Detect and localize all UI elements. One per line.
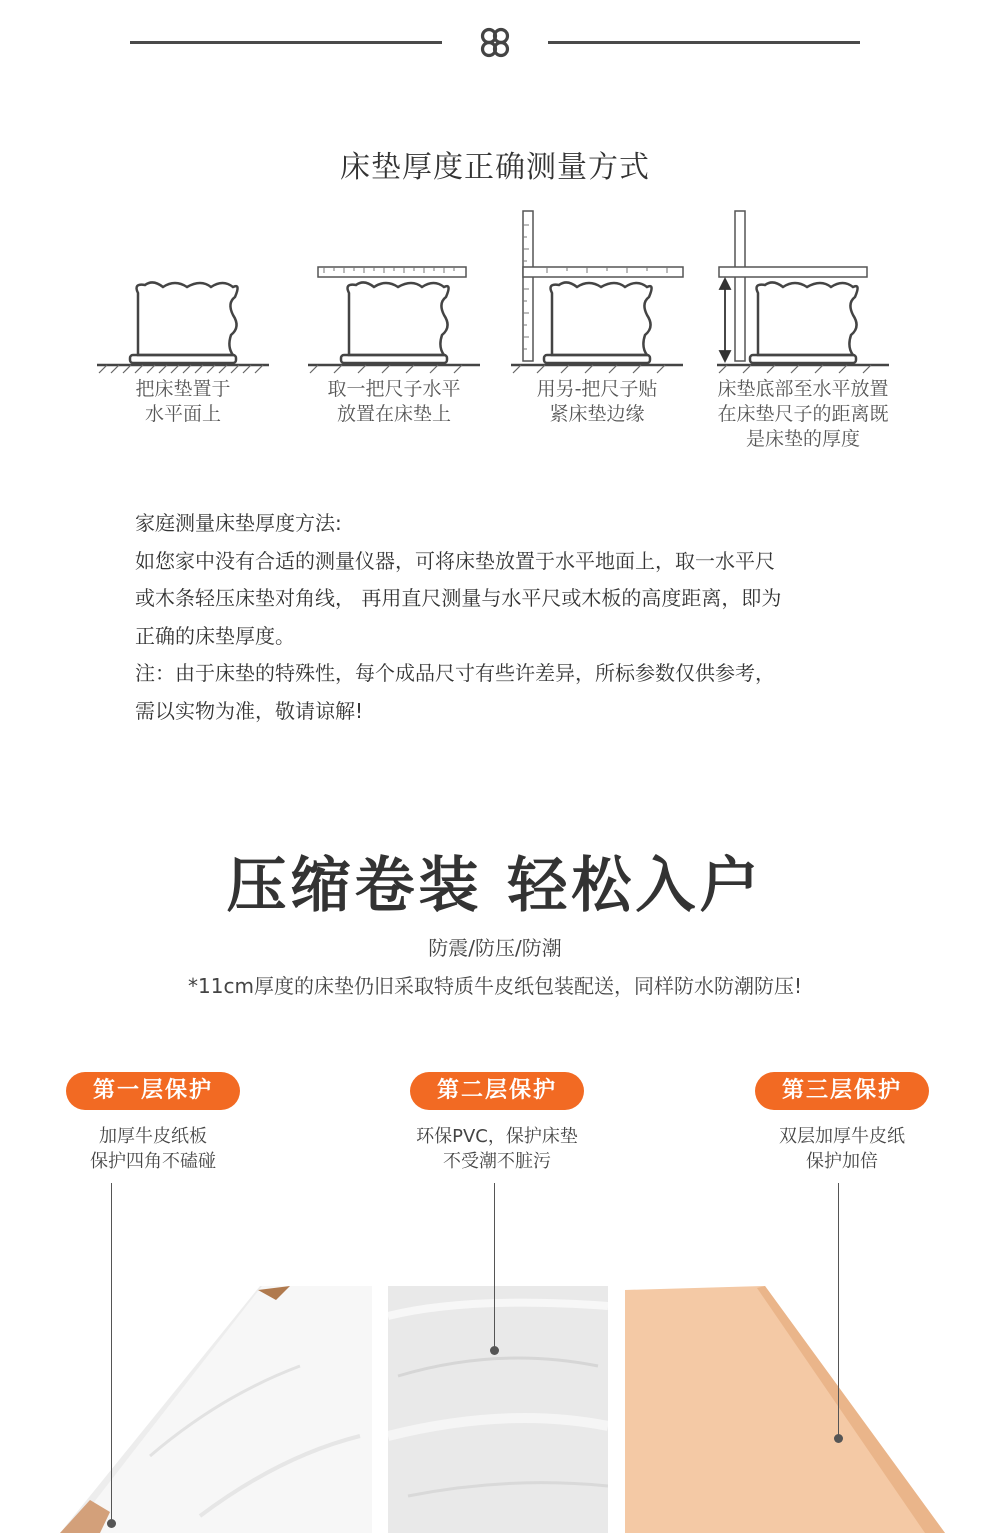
mattress-thickness-measurement-illustration (703, 205, 903, 375)
pointer-dot-1 (107, 1519, 116, 1528)
pointer-line-1 (111, 1183, 112, 1523)
protection-layer-1 (63, 1072, 243, 1174)
pointer-dot-3 (834, 1434, 843, 1443)
notes-line: 如您家中没有合适的测量仪器，可将床垫放置于水平地面上，取一水平尺 (135, 548, 775, 573)
layer-description: 环保PVC，保护床垫 不受潮不脏污 (416, 1126, 578, 1172)
protection-layer-3 (752, 1072, 932, 1174)
protection-layer-2 (407, 1072, 587, 1174)
notes-line: 需以实物为准，敬请谅解! (135, 698, 364, 723)
layer-badge: 第二层保护 (410, 1072, 584, 1110)
divider-right (548, 41, 860, 44)
measure-step-2 (294, 205, 494, 460)
layer-badge: 第三层保护 (755, 1072, 929, 1110)
measurement-notes (135, 505, 895, 730)
mattress-with-ruler-illustration (294, 205, 494, 375)
layer-description: 双层加厚牛皮纸 保护加倍 (779, 1126, 905, 1172)
interlocking-rings-icon (476, 26, 514, 60)
step-caption: 床垫底部至水平放置 在床垫尺子的距离既 是床垫的厚度 (717, 378, 889, 450)
double-kraft-paper-photo (625, 1286, 945, 1533)
pvc-film-photo (388, 1286, 608, 1533)
divider-left (130, 41, 442, 44)
notes-line: 正确的床垫厚度。 (135, 623, 295, 648)
notes-line: 注：由于床垫的特殊性，每个成品尺寸有些许差异，所标参数仅供参考， (135, 661, 775, 685)
pointer-line-3 (838, 1183, 839, 1438)
measure-section-title: 床垫厚度正确测量方式 (340, 150, 650, 185)
measure-step-1 (83, 205, 283, 460)
packaging-subtitle: 防震/防压/防潮 (428, 936, 562, 960)
mattress-with-two-rulers-illustration (497, 205, 697, 375)
step-caption: 把床垫置于 水平面上 (135, 378, 231, 425)
layer-badge: 第一层保护 (66, 1072, 240, 1110)
step-caption: 用另-把尺子贴 紧床垫边缘 (536, 378, 658, 425)
kraft-cardboard-photo (0, 1286, 372, 1533)
measure-step-3 (497, 205, 697, 460)
measure-step-4 (703, 205, 903, 460)
pointer-dot-2 (490, 1346, 499, 1355)
mattress-on-floor-illustration (83, 205, 283, 375)
step-caption: 取一把尺子水平 放置在床垫上 (327, 378, 461, 425)
packaging-title: 压缩卷装 轻松入户 (226, 851, 764, 921)
notes-line: 或木条轻压床垫对角线， 再用直尺测量与水平尺或木板的高度距离，即为 (135, 586, 782, 610)
pointer-line-2 (494, 1183, 495, 1350)
notes-line: 家庭测量床垫厚度方法: (135, 511, 342, 535)
layer-description: 加厚牛皮纸板 保护四角不磕碰 (90, 1126, 216, 1172)
packaging-note: *11cm厚度的床垫仍旧采取特质牛皮纸包装配送，同样防水防潮防压! (188, 974, 802, 998)
